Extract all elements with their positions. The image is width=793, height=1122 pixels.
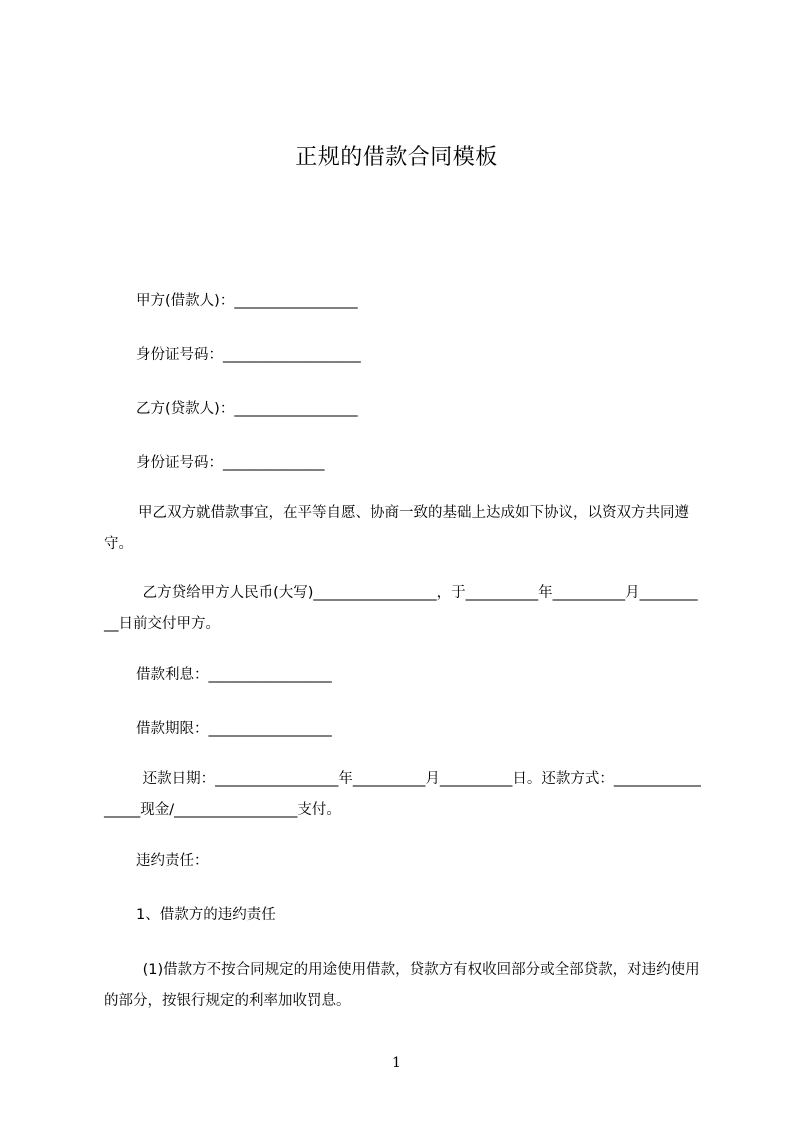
party-b-field: 乙方(贷款人)：_________________ xyxy=(136,401,358,417)
loan-amount-text: 乙方贷给甲方人民币(大写)_________________，于__________年__________月__________日前交付甲方。 xyxy=(104,585,698,632)
breach-item-1-1-paragraph xyxy=(104,955,704,1017)
document-title: 正规的借款合同模板 xyxy=(295,145,498,170)
intro-text: 甲乙双方就借款事宜，在平等自愿、协商一致的基础上达成如下协议，以资双方共同遵守。 xyxy=(104,505,689,552)
breach-item-1-1-text: (1)借款方不按合同规定的用途使用借款，贷款方有权收回部分或全部贷款，对违约使用的部分，按银行规定的利率加收罚息。 xyxy=(104,962,700,1009)
interest-field: 借款利息：_________________ xyxy=(136,667,332,683)
breach-heading: 违约责任： xyxy=(136,853,209,869)
page-number: 1 xyxy=(392,1055,401,1071)
repayment-text: 还款日期：_________________年__________月__________日。还款方式：_________________现金/_________________支付。 xyxy=(104,771,701,818)
party-b-id-field: 身份证号码：______________ xyxy=(136,455,325,471)
party-a-field: 甲方(借款人)：_________________ xyxy=(136,293,358,309)
party-a-id-field: 身份证号码：___________________ xyxy=(136,347,361,363)
term-field: 借款期限：_________________ xyxy=(136,721,332,737)
intro-paragraph xyxy=(104,498,704,560)
loan-amount-paragraph xyxy=(104,578,704,640)
repayment-paragraph xyxy=(104,764,704,826)
breach-item-1: 1、借款方的违约责任 xyxy=(136,907,276,923)
